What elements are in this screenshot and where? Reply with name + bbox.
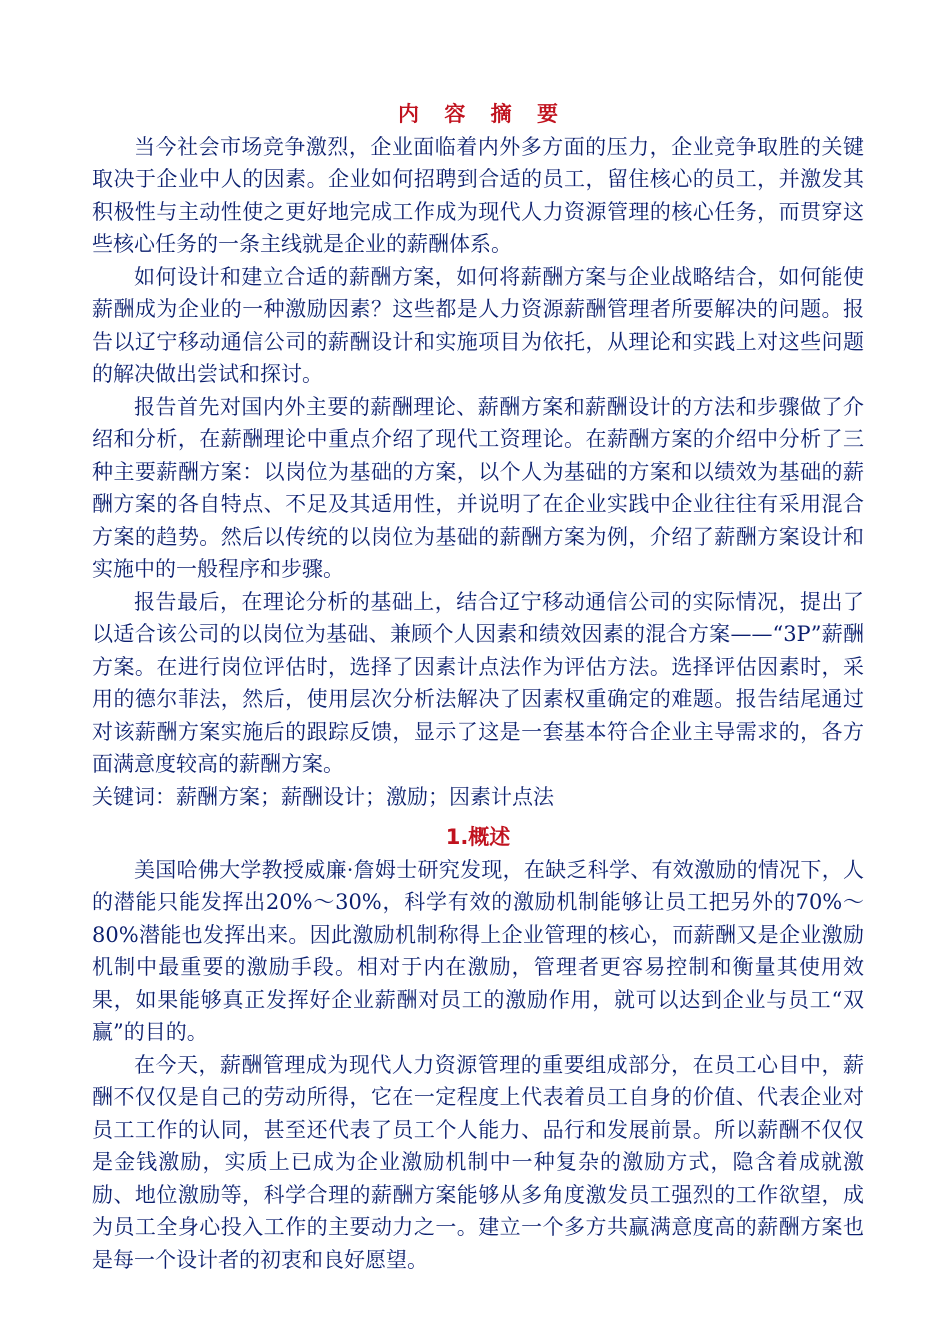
section-spacer — [92, 813, 864, 821]
section-1-paragraph-1: 美国哈佛大学教授威廉·詹姆士研究发现，在缺乏科学、有效激励的情况下，人的潜能只能发挥出20%～30%，科学有效的激励机制能够让员工把另外的70%～80%潜能也发挥出来。因此激励机制称得上企业管理的核心，而薪酬又是企业激励机制中最重要的激励手段。相对于内在激励，管理者更容易控制和衡量其使用效果，如果能够真正发挥好企业薪酬对员工的激励作用，就可以达到企业与员工“双赢”的目的。 — [92, 857, 864, 1044]
section-1-title: 1.概述 — [445, 825, 511, 849]
section-1-paragraph-2: 在今天，薪酬管理成为现代人力资源管理的重要组成部分，在员工心目中，薪酬不仅仅是自己的劳动所得，它在一定程度上代表着员工自身的价值、代表企业对员工工作的认同，甚至还代表了员工个人能力、品行和发展前景。所以薪酬不仅仅是金钱激励，实质上已成为企业激励机制中一种复杂的激励方式，隐含着成就激励、地位激励等，科学合理的薪酬方案能够从多角度激发员工强烈的工作欲望，成为员工全身心投入工作的主要动力之一。建立一个多方共赢满意度高的薪酬方案也是每一个设计者的初衷和良好愿望。 — [92, 1052, 864, 1272]
abstract-paragraph-1: 当今社会市场竞争激烈，企业面临着内外多方面的压力，企业竞争取胜的关键取决于企业中人的因素。企业如何招聘到合适的员工，留住核心的员工，并激发其积极性与主动性使之更好地完成工作成为现代人力资源管理的核心任务，而贯穿这些核心任务的一条主线就是企业的薪酬体系。 — [92, 134, 864, 256]
abstract-paragraph-3: 报告首先对国内外主要的薪酬理论、薪酬方案和薪酬设计的方法和步骤做了介绍和分析，在薪酬理论中重点介绍了现代工资理论。在薪酬方案的介绍中分析了三种主要薪酬方案：以岗位为基础的方案，以个人为基础的方案和以绩效为基础的薪酬方案的各自特点、不足及其适用性，并说明了在企业实践中企业往往有采用混合方案的趋势。然后以传统的以岗位为基础的薪酬方案为例，介绍了薪酬方案设计和实施中的一般程序和步骤。 — [92, 394, 864, 581]
abstract-paragraph-2: 如何设计和建立合适的薪酬方案，如何将薪酬方案与企业战略结合，如何能使薪酬成为企业的一种激励因素？这些都是人力资源薪酬管理者所要解决的问题。报告以辽宁移动通信公司的薪酬设计和实施项目为依托，从理论和实践上对这些问题的解决做出尝试和探讨。 — [92, 264, 864, 386]
abstract-paragraph-4: 报告最后，在理论分析的基础上，结合辽宁移动通信公司的实际情况，提出了以适合该公司的以岗位为基础、兼顾个人因素和绩效因素的混合方案——“3P”薪酬方案。在进行岗位评估时，选择了因素计点法作为评估方法。选择评估因素时，采用的德尔菲法，然后，使用层次分析法解决了因素权重确定的难题。报告结尾通过对该薪酬方案实施后的跟踪反馈，显示了这是一套基本符合企业主导需求的，各方面满意度较高的薪酬方案。 — [92, 589, 864, 776]
document-page — [92, 98, 864, 1276]
keywords-line: 关键词：薪酬方案；薪酬设计；激励；因素计点法 — [92, 784, 554, 809]
abstract-title: 内 容 摘 要 — [398, 102, 567, 126]
